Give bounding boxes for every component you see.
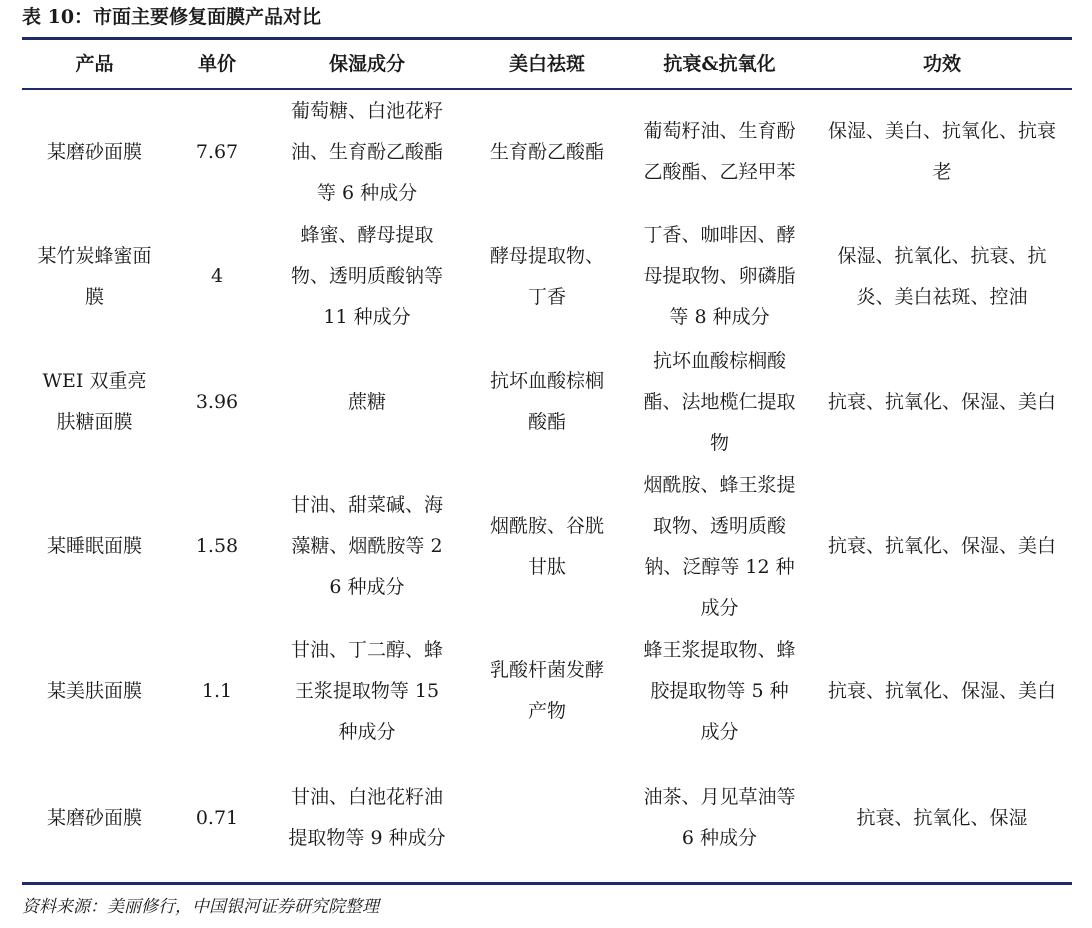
cell-whitening: 生育酚乙酸酯 (489, 140, 604, 163)
table-body (22, 90, 1072, 882)
cell-whitening (467, 754, 627, 882)
cell-price: 4 (210, 265, 224, 287)
cell-price: 0.71 (195, 806, 239, 829)
cell-moisture: 蜂蜜、酵母提取物、透明质酸钠等 11 种成分 (290, 224, 443, 328)
table-row (22, 214, 1072, 339)
cell-product: 某美肤面膜 (46, 679, 142, 702)
cell-price: 3.96 (195, 390, 239, 413)
cell-whitening: 烟酰胺、谷胱甘肽 (489, 514, 604, 578)
cell-antiaging: 葡萄籽油、生育酚乙酸酯、乙羟甲苯 (643, 120, 796, 183)
cell-moisture: 葡萄糖、白池花籽油、生育酚乙酸酯等 6 种成分 (290, 99, 443, 204)
cell-whitening: 抗坏血酸棕榈酸酯 (489, 370, 604, 433)
cell-antiaging: 油茶、月见草油等 6 种成分 (643, 786, 796, 849)
cell-product: 某磨砂面膜 (46, 140, 142, 163)
header-price: 单价 (197, 52, 236, 75)
header-antiaging: 抗衰&抗氧化 (663, 52, 776, 75)
table-row (22, 339, 1072, 465)
table-row (22, 465, 1072, 628)
cell-antiaging: 蜂王浆提取物、蜂胶提取物等 5 种成分 (643, 638, 796, 743)
header-moisture: 保湿成分 (328, 52, 405, 75)
cell-effect: 抗衰、抗氧化、保湿 (856, 806, 1028, 829)
table-row (22, 628, 1072, 754)
cell-price: 1.58 (195, 535, 239, 557)
table-row (22, 754, 1072, 882)
cell-effect: 抗衰、抗氧化、保湿、美白 (827, 390, 1056, 413)
header-product: 产品 (75, 52, 114, 75)
cell-product: 某竹炭蜂蜜面膜 (37, 244, 152, 308)
cell-effect: 保湿、美白、抗氧化、抗衰老 (827, 120, 1056, 183)
cell-antiaging: 烟酰胺、蜂王浆提取物、透明质酸钠、泛醇等 12 种成分 (643, 473, 796, 619)
cell-antiaging: 抗坏血酸棕榈酸酯、法地榄仁提取物 (643, 349, 796, 454)
cell-moisture: 甘油、甜菜碱、海藻糖、烟酰胺等 26 种成分 (290, 494, 443, 598)
table-row (22, 90, 1072, 214)
cell-price: 1.1 (201, 679, 233, 702)
cell-effect: 保湿、抗氧化、抗衰、抗炎、美白祛斑、控油 (837, 244, 1047, 308)
cell-moisture: 甘油、丁二醇、蜂王浆提取物等 15 种成分 (290, 638, 443, 743)
header-effect: 功效 (922, 52, 961, 75)
cell-price: 7.67 (195, 140, 239, 163)
cell-effect: 抗衰、抗氧化、保湿、美白 (827, 535, 1056, 557)
cell-moisture: 蔗糖 (347, 390, 386, 413)
cell-moisture: 甘油、白池花籽油提取物等 9 种成分 (288, 786, 446, 849)
table-header-row (22, 40, 1072, 88)
table-bottom-rule (22, 882, 1072, 885)
cell-product: 某睡眠面膜 (46, 535, 142, 557)
source-note: 资料来源：美丽修行，中国银河证券研究院整理 (22, 897, 379, 917)
cell-whitening: 乳酸杆菌发酵产物 (489, 659, 604, 722)
cell-product: WEI 双重亮肤糖面膜 (42, 370, 147, 433)
cell-antiaging: 丁香、咖啡因、酵母提取物、卵磷脂等 8 种成分 (643, 224, 796, 328)
header-whitening: 美白祛斑 (508, 52, 585, 75)
table-title: 表 10：市面主要修复面膜产品对比 (22, 6, 322, 28)
cell-whitening: 酵母提取物、丁香 (489, 244, 604, 308)
cell-effect: 抗衰、抗氧化、保湿、美白 (827, 679, 1056, 702)
cell-product: 某磨砂面膜 (46, 806, 142, 829)
